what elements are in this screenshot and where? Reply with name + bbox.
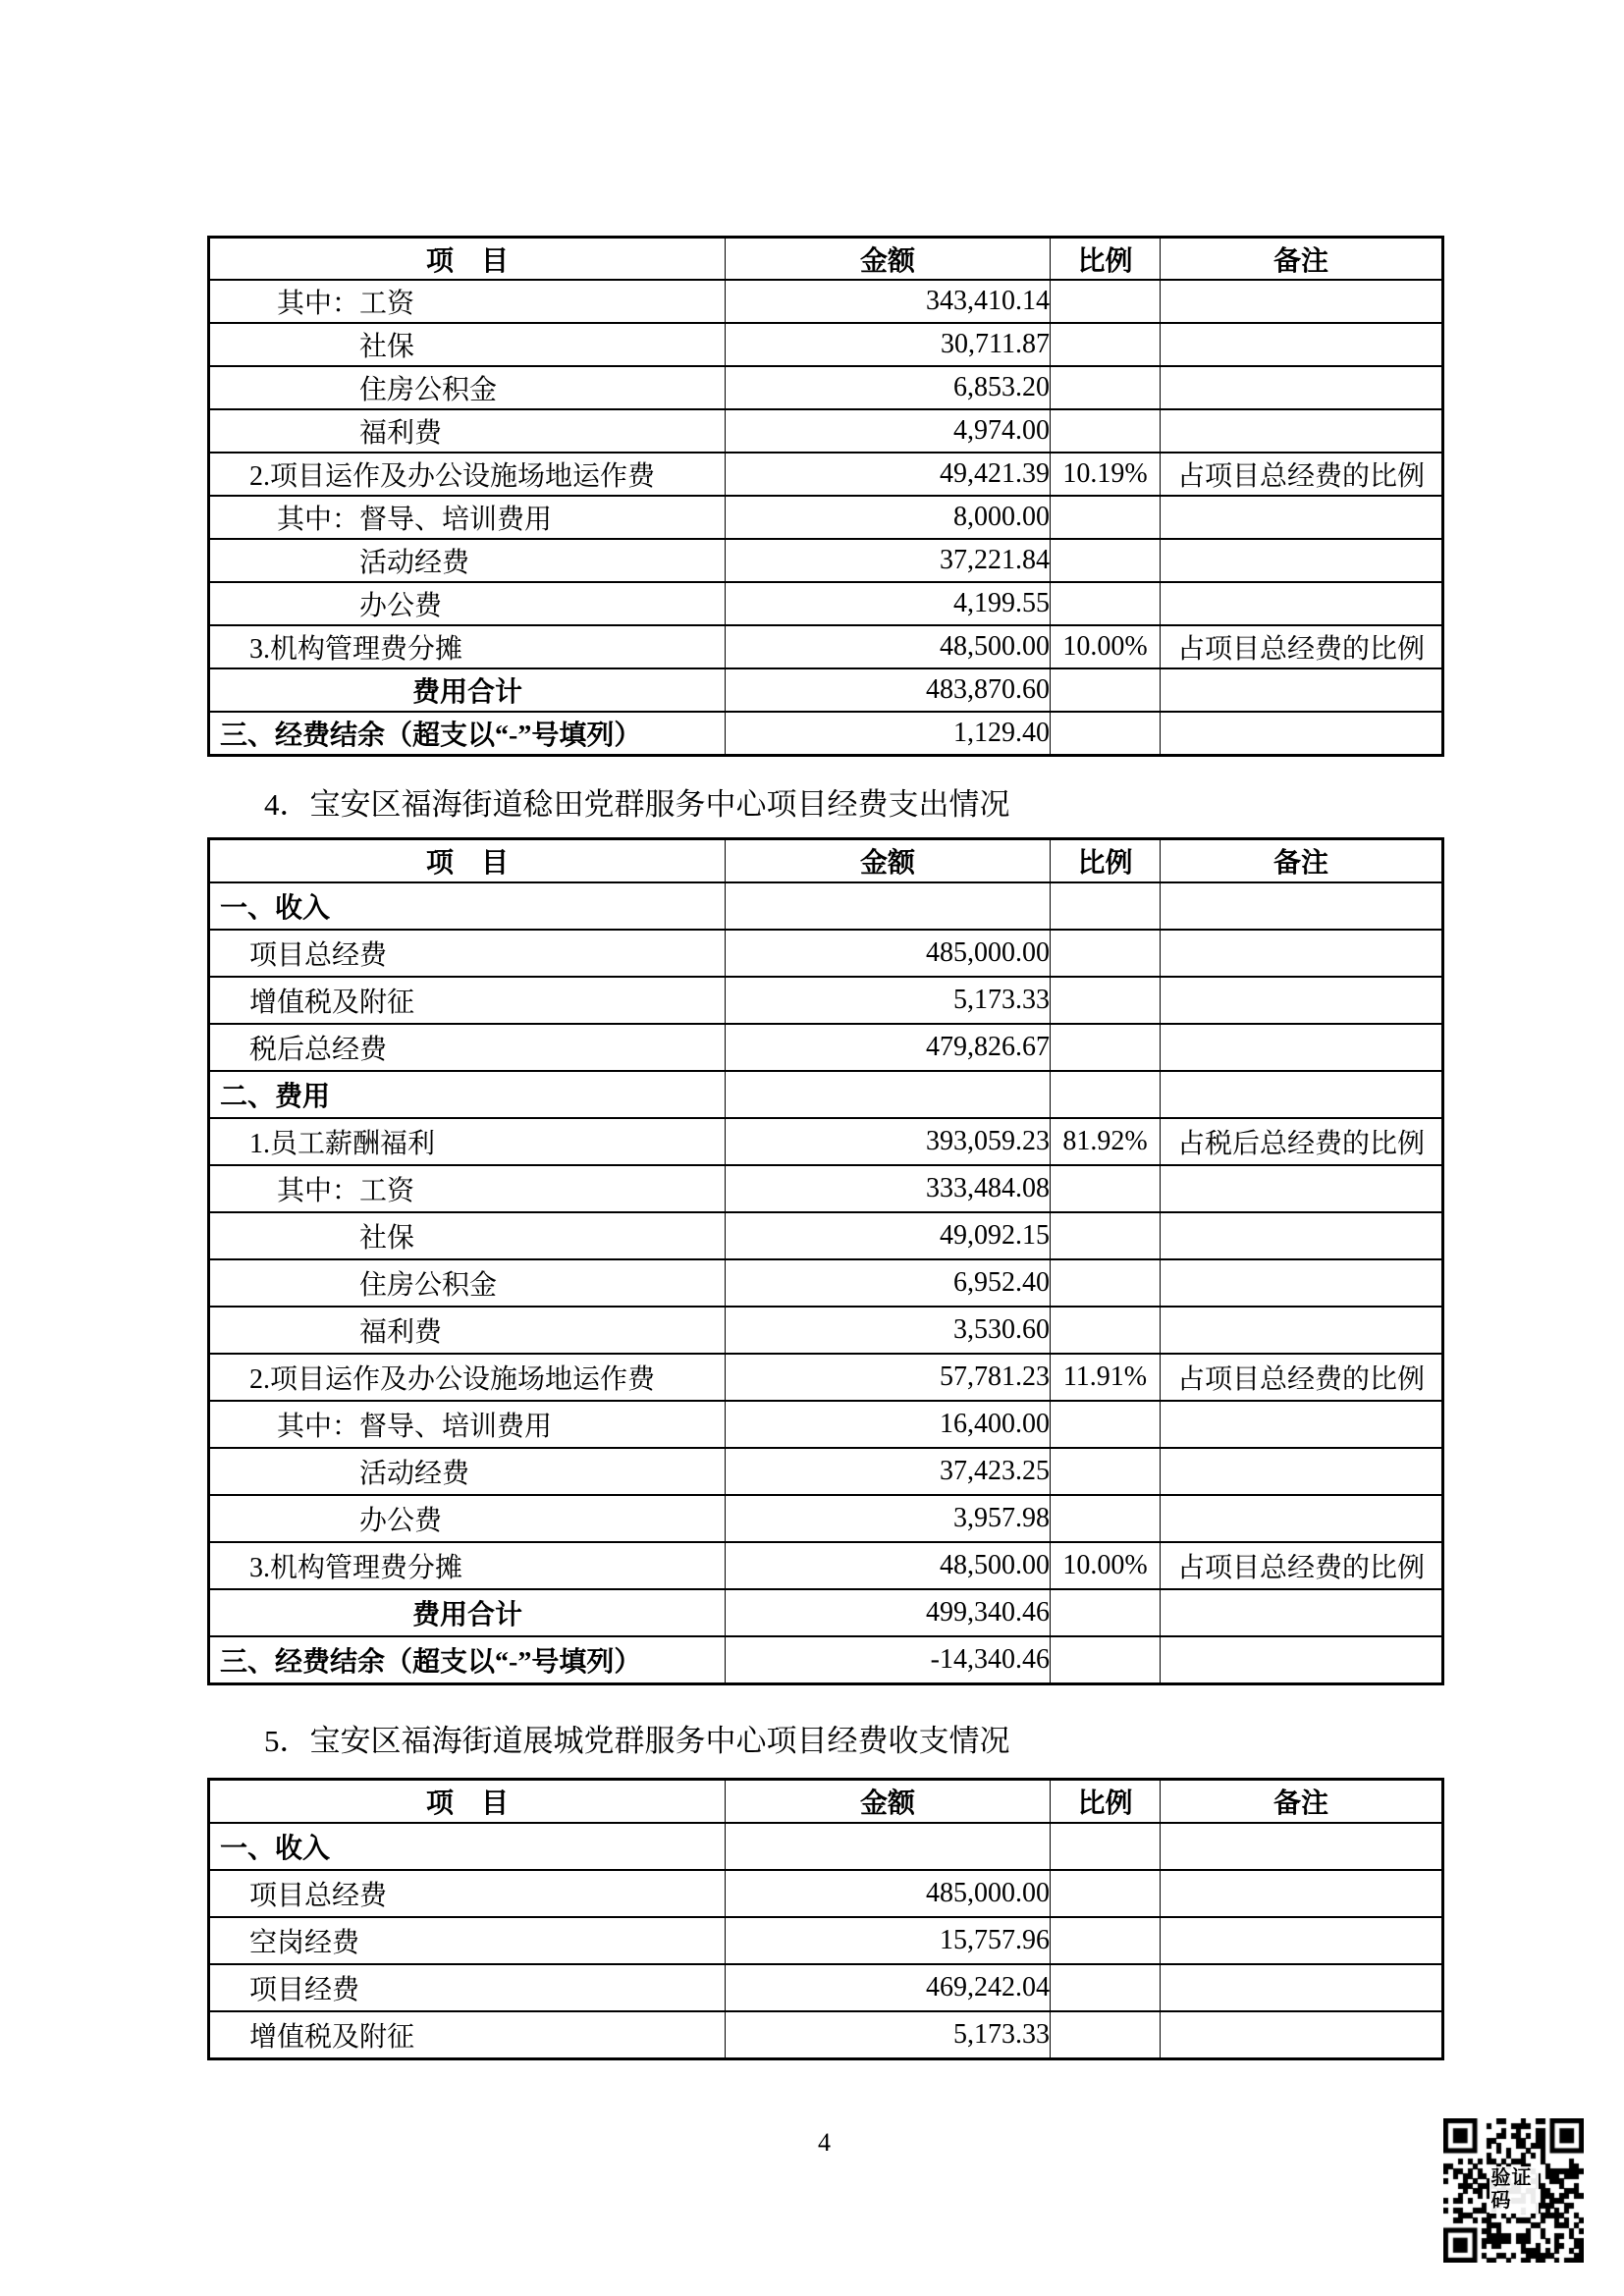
header-row <box>209 238 1443 281</box>
column-header: 项 目 <box>209 839 726 883</box>
item-amount: 6,853.20 <box>726 366 1051 409</box>
item-note <box>1161 1448 1443 1495</box>
item-ratio <box>1051 1307 1161 1354</box>
item-note <box>1161 1870 1443 1917</box>
item-label: 三、经费结余（超支以“-”号填列） <box>209 1636 726 1684</box>
section-5-title: 5．宝安区福海街道展城党群服务中心项目经费收支情况 <box>264 1724 1010 1758</box>
item-ratio <box>1051 366 1161 409</box>
item-amount: 485,000.00 <box>726 930 1051 977</box>
item-label: 办公费 <box>209 1495 726 1542</box>
item-amount: 4,974.00 <box>726 409 1051 453</box>
table-row <box>209 409 1443 453</box>
item-label: 费用合计 <box>209 668 726 712</box>
item-amount: 5,173.33 <box>726 977 1051 1024</box>
table-row <box>209 668 1443 712</box>
item-label: 其中：督导、培训费用 <box>209 496 726 539</box>
item-label: 增值税及附征 <box>209 977 726 1024</box>
item-ratio <box>1051 1636 1161 1684</box>
item-ratio <box>1051 882 1161 930</box>
item-amount: 5,173.33 <box>726 2011 1051 2059</box>
item-note <box>1161 582 1443 625</box>
item-ratio: 10.19% <box>1051 453 1161 496</box>
item-amount: 469,242.04 <box>726 1964 1051 2011</box>
table-row <box>209 1823 1443 1870</box>
item-note <box>1161 496 1443 539</box>
item-ratio <box>1051 1448 1161 1495</box>
item-ratio <box>1051 323 1161 366</box>
table-row <box>209 1495 1443 1542</box>
item-note <box>1161 1823 1443 1870</box>
item-amount: -14,340.46 <box>726 1636 1051 1684</box>
table-row <box>209 625 1443 668</box>
item-label: 项目经费 <box>209 1964 726 2011</box>
column-header: 备注 <box>1161 1780 1443 1824</box>
item-note <box>1161 323 1443 366</box>
table-row <box>209 1917 1443 1964</box>
item-ratio <box>1051 1071 1161 1118</box>
table-row <box>209 280 1443 323</box>
item-amount: 479,826.67 <box>726 1024 1051 1071</box>
column-header: 项 目 <box>209 238 726 281</box>
column-header: 比例 <box>1051 238 1161 281</box>
item-ratio <box>1051 1165 1161 1212</box>
item-label: 二、费用 <box>209 1071 726 1118</box>
item-note: 占税后总经费的比例 <box>1161 1118 1443 1165</box>
item-label: 住房公积金 <box>209 366 726 409</box>
table-row <box>209 496 1443 539</box>
item-label: 其中：工资 <box>209 1165 726 1212</box>
item-amount: 15,757.96 <box>726 1917 1051 1964</box>
item-amount: 333,484.08 <box>726 1165 1051 1212</box>
table-row <box>209 1401 1443 1448</box>
item-ratio <box>1051 1964 1161 2011</box>
table-row <box>209 930 1443 977</box>
item-amount <box>726 1071 1051 1118</box>
item-amount: 483,870.60 <box>726 668 1051 712</box>
item-ratio <box>1051 582 1161 625</box>
table-row <box>209 1212 1443 1259</box>
table-row <box>209 1448 1443 1495</box>
table-row <box>209 1307 1443 1354</box>
item-amount: 3,530.60 <box>726 1307 1051 1354</box>
item-ratio <box>1051 1917 1161 1964</box>
table-row <box>209 882 1443 930</box>
item-label: 福利费 <box>209 409 726 453</box>
header-row <box>209 839 1443 883</box>
verification-qr-code <box>1443 2118 1584 2263</box>
item-amount: 48,500.00 <box>726 625 1051 668</box>
item-ratio <box>1051 1024 1161 1071</box>
item-note: 占项目总经费的比例 <box>1161 1542 1443 1589</box>
item-ratio: 11.91% <box>1051 1354 1161 1401</box>
item-note <box>1161 1589 1443 1636</box>
item-label: 社保 <box>209 323 726 366</box>
item-ratio: 10.00% <box>1051 625 1161 668</box>
table-row <box>209 1071 1443 1118</box>
item-note <box>1161 1307 1443 1354</box>
item-label: 社保 <box>209 1212 726 1259</box>
item-note <box>1161 1212 1443 1259</box>
table-expense-continuation <box>207 236 1444 757</box>
item-note <box>1161 2011 1443 2059</box>
item-amount: 499,340.46 <box>726 1589 1051 1636</box>
item-label: 福利费 <box>209 1307 726 1354</box>
item-amount: 37,423.25 <box>726 1448 1051 1495</box>
table-row <box>209 539 1443 582</box>
item-label: 空岗经费 <box>209 1917 726 1964</box>
item-ratio <box>1051 1589 1161 1636</box>
item-note: 占项目总经费的比例 <box>1161 1354 1443 1401</box>
qr-label: 验证码 <box>1489 2166 1539 2214</box>
page-number: 4 <box>818 2128 831 2157</box>
item-ratio <box>1051 1212 1161 1259</box>
column-header: 金额 <box>726 1780 1051 1824</box>
column-header: 金额 <box>726 839 1051 883</box>
item-ratio <box>1051 2011 1161 2059</box>
table-rentian-project-funds <box>207 837 1444 1685</box>
item-ratio <box>1051 712 1161 756</box>
table-row <box>209 1259 1443 1307</box>
item-label: 项目总经费 <box>209 1870 726 1917</box>
item-amount: 49,092.15 <box>726 1212 1051 1259</box>
item-label: 项目总经费 <box>209 930 726 977</box>
item-note: 占项目总经费的比例 <box>1161 625 1443 668</box>
table-row <box>209 977 1443 1024</box>
column-header: 备注 <box>1161 238 1443 281</box>
item-note <box>1161 366 1443 409</box>
item-note <box>1161 280 1443 323</box>
item-note <box>1161 930 1443 977</box>
item-ratio: 10.00% <box>1051 1542 1161 1589</box>
item-amount <box>726 1823 1051 1870</box>
item-amount: 57,781.23 <box>726 1354 1051 1401</box>
item-label: 一、收入 <box>209 1823 726 1870</box>
table-row <box>209 712 1443 756</box>
item-note <box>1161 977 1443 1024</box>
item-ratio <box>1051 1823 1161 1870</box>
column-header: 备注 <box>1161 839 1443 883</box>
report-table <box>207 837 1444 1685</box>
item-note <box>1161 1964 1443 2011</box>
header-row <box>209 1780 1443 1824</box>
item-amount: 30,711.87 <box>726 323 1051 366</box>
table-row <box>209 1636 1443 1684</box>
column-header: 金额 <box>726 238 1051 281</box>
item-note <box>1161 1401 1443 1448</box>
item-amount: 6,952.40 <box>726 1259 1051 1307</box>
item-ratio <box>1051 1259 1161 1307</box>
item-amount: 1,129.40 <box>726 712 1051 756</box>
table-row <box>209 1870 1443 1917</box>
item-note <box>1161 1259 1443 1307</box>
item-label: 费用合计 <box>209 1589 726 1636</box>
column-header: 项 目 <box>209 1780 726 1824</box>
item-label: 1.员工薪酬福利 <box>209 1118 726 1165</box>
item-amount: 3,957.98 <box>726 1495 1051 1542</box>
item-note <box>1161 1917 1443 1964</box>
item-amount: 4,199.55 <box>726 582 1051 625</box>
item-label: 增值税及附征 <box>209 2011 726 2059</box>
item-ratio <box>1051 1495 1161 1542</box>
item-note <box>1161 1024 1443 1071</box>
item-note <box>1161 1495 1443 1542</box>
item-label: 办公费 <box>209 582 726 625</box>
item-ratio <box>1051 539 1161 582</box>
table-row <box>209 366 1443 409</box>
item-note <box>1161 712 1443 756</box>
item-ratio <box>1051 930 1161 977</box>
item-note <box>1161 1636 1443 1684</box>
table-row <box>209 1354 1443 1401</box>
item-note <box>1161 1071 1443 1118</box>
item-ratio <box>1051 668 1161 712</box>
item-amount: 485,000.00 <box>726 1870 1051 1917</box>
table-row <box>209 2011 1443 2059</box>
column-header: 比例 <box>1051 839 1161 883</box>
report-table <box>207 1778 1444 2060</box>
item-label: 住房公积金 <box>209 1259 726 1307</box>
item-note: 占项目总经费的比例 <box>1161 453 1443 496</box>
item-label: 活动经费 <box>209 539 726 582</box>
item-label: 2.项目运作及办公设施场地运作费 <box>209 1354 726 1401</box>
table-row <box>209 1118 1443 1165</box>
table-row <box>209 582 1443 625</box>
table-row <box>209 1542 1443 1589</box>
table-row <box>209 453 1443 496</box>
table-zhancheng-project-funds <box>207 1778 1444 2060</box>
item-ratio <box>1051 1401 1161 1448</box>
item-amount: 37,221.84 <box>726 539 1051 582</box>
item-amount: 393,059.23 <box>726 1118 1051 1165</box>
table-row <box>209 1589 1443 1636</box>
item-amount <box>726 882 1051 930</box>
item-ratio <box>1051 280 1161 323</box>
report-table <box>207 236 1444 757</box>
item-amount: 343,410.14 <box>726 280 1051 323</box>
item-label: 其中：工资 <box>209 280 726 323</box>
item-label: 税后总经费 <box>209 1024 726 1071</box>
item-ratio: 81.92% <box>1051 1118 1161 1165</box>
table-row <box>209 1964 1443 2011</box>
column-header: 比例 <box>1051 1780 1161 1824</box>
item-label: 3.机构管理费分摊 <box>209 625 726 668</box>
section-4-title: 4．宝安区福海街道稔田党群服务中心项目经费支出情况 <box>264 787 1010 822</box>
item-amount: 49,421.39 <box>726 453 1051 496</box>
table-row <box>209 323 1443 366</box>
item-note <box>1161 1165 1443 1212</box>
item-note <box>1161 882 1443 930</box>
item-amount: 8,000.00 <box>726 496 1051 539</box>
item-ratio <box>1051 409 1161 453</box>
item-note <box>1161 668 1443 712</box>
table-row <box>209 1024 1443 1071</box>
item-label: 三、经费结余（超支以“-”号填列） <box>209 712 726 756</box>
item-label: 一、收入 <box>209 882 726 930</box>
item-label: 其中：督导、培训费用 <box>209 1401 726 1448</box>
item-label: 3.机构管理费分摊 <box>209 1542 726 1589</box>
item-ratio <box>1051 1870 1161 1917</box>
item-note <box>1161 539 1443 582</box>
item-amount: 48,500.00 <box>726 1542 1051 1589</box>
item-label: 2.项目运作及办公设施场地运作费 <box>209 453 726 496</box>
item-ratio <box>1051 496 1161 539</box>
item-ratio <box>1051 977 1161 1024</box>
item-label: 活动经费 <box>209 1448 726 1495</box>
item-amount: 16,400.00 <box>726 1401 1051 1448</box>
table-row <box>209 1165 1443 1212</box>
item-note <box>1161 409 1443 453</box>
